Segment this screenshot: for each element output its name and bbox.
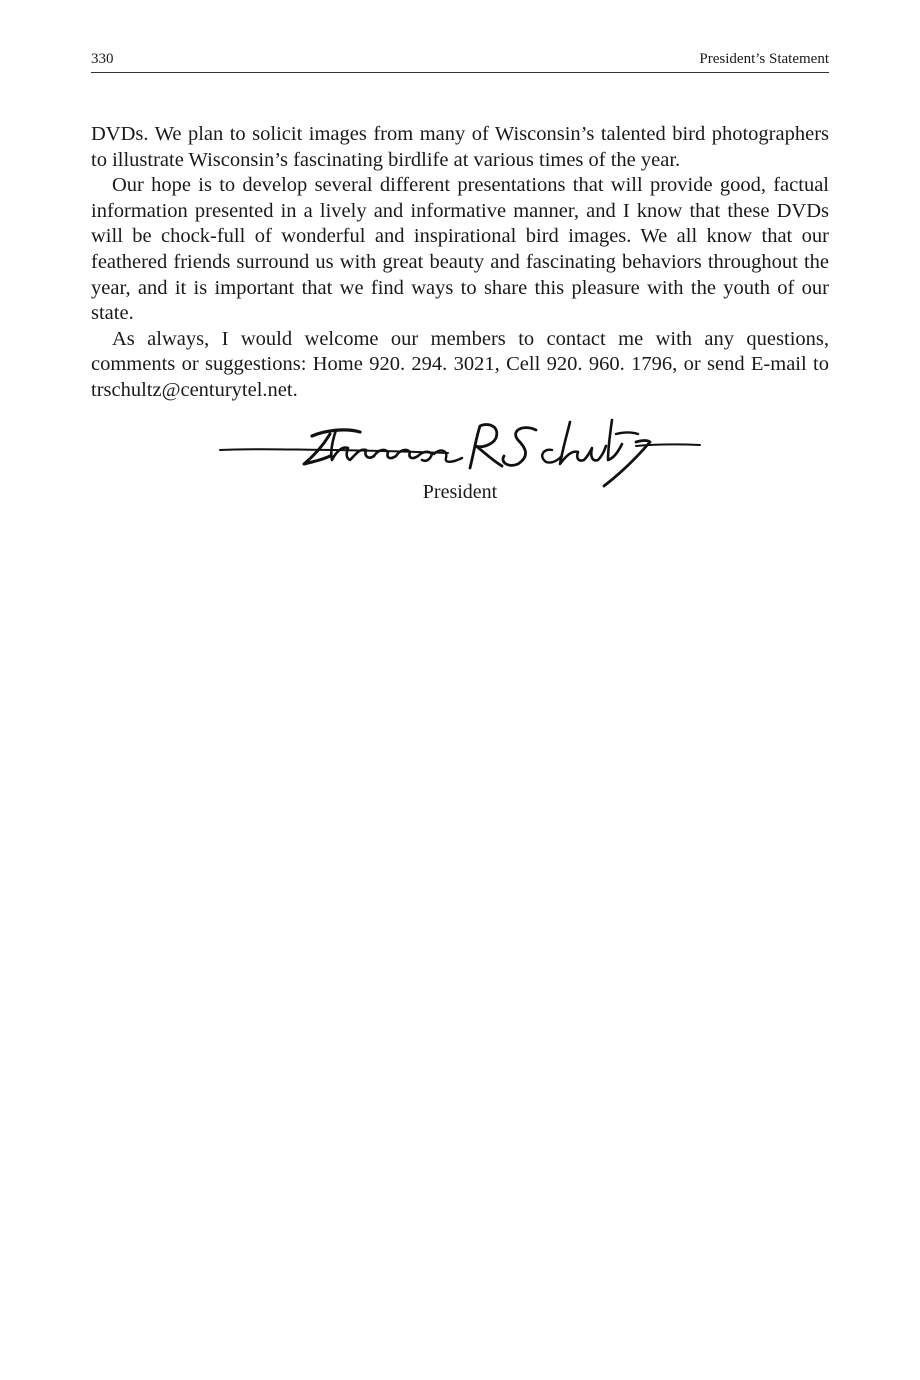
page-number: 330	[91, 51, 114, 67]
signer-title: President	[422, 481, 498, 503]
running-title: President’s Statement	[699, 51, 829, 67]
signature-image	[218, 412, 702, 490]
paragraph-3: As always, I would welcome our members to contact me with any questions, comments or suggestions: Home 920. 294. 3021, Cell 920. 960. 1796, or send E-mail to trschultz@centurytel.net.	[91, 327, 829, 401]
running-header	[91, 50, 829, 73]
article-body	[91, 122, 829, 404]
handwritten-signature	[218, 412, 702, 490]
paragraph-2: Our hope is to develop several different presentations that will provide good, factual information presented in a lively and informative manner, and I know that these DVDs will be chock-full of wonderful and inspirational bird images. We all know that our feathered friends surround us with great beauty and fascinating behaviors throughout the year, and it is important that we find ways to share this pleasure with the youth of our state.	[91, 174, 829, 325]
paragraph-1: DVDs. We plan to solicit images from many of Wisconsin’s talented bird photographers to illustrate Wisconsin’s fascinating birdlife at various times of the year.	[91, 123, 829, 171]
